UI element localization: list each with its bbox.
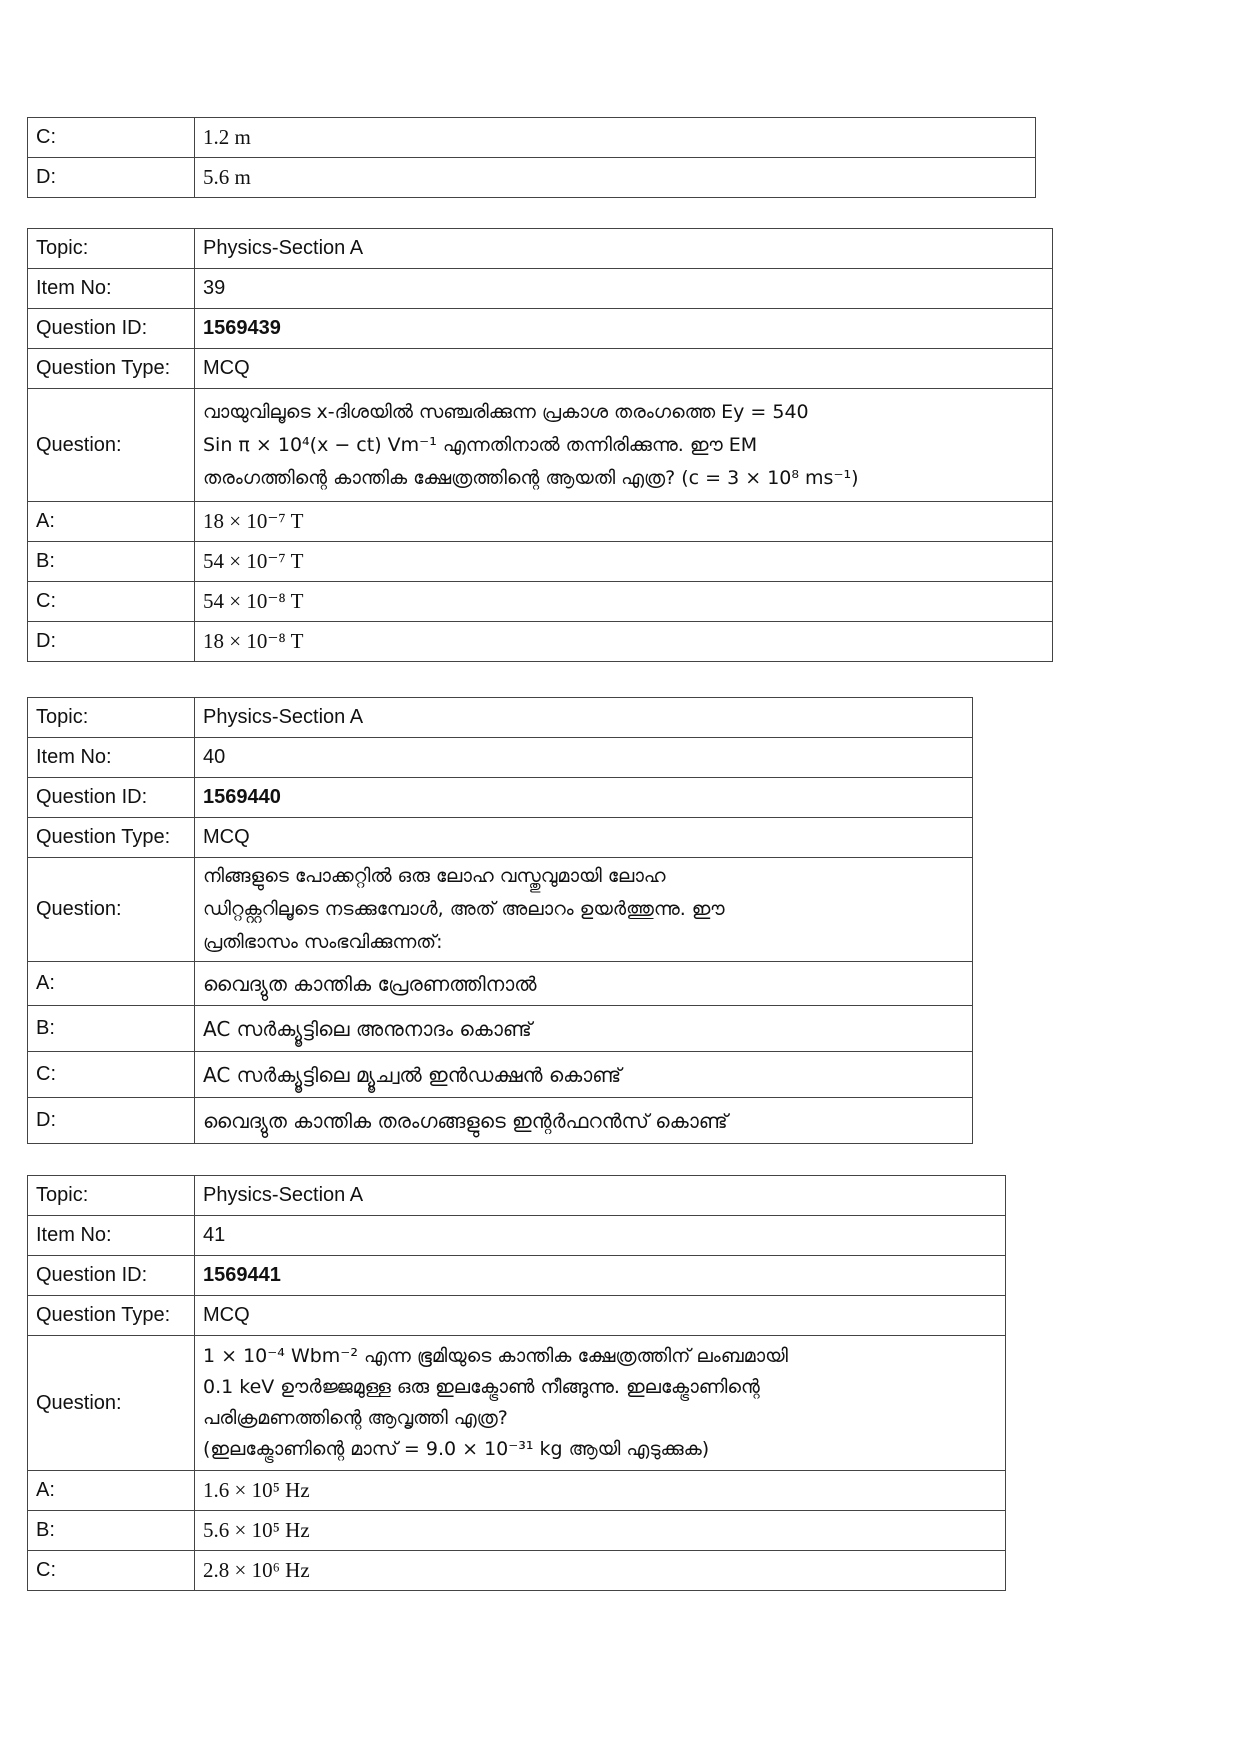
question-id-value: 1569440: [203, 786, 281, 808]
row-label: Question Type:: [28, 1296, 195, 1336]
item-no-value: 39: [195, 269, 1053, 309]
question-id-value: 1569441: [203, 1264, 281, 1286]
row-label: Question ID:: [28, 778, 195, 818]
row-label: Question ID:: [28, 309, 195, 349]
item-no-row: [28, 269, 1053, 309]
row-label: D:: [28, 622, 195, 662]
question-line: വായുവിലൂടെ x-ദിശയിൽ സഞ്ചരിക്കുന്ന പ്രകാശ തരംഗത്തെ Ey = 540: [203, 400, 809, 423]
row-label: Topic:: [28, 698, 195, 738]
option-row-c: [28, 582, 1053, 622]
row-label: A:: [28, 962, 195, 1006]
option-c-value: 2.8 × 10⁶ Hz: [195, 1551, 1006, 1591]
option-row-a: [28, 1471, 1006, 1511]
question-line: 1 × 10⁻⁴ Wbm⁻² എന്ന ഭൂമിയുടെ കാന്തിക ക്ഷേത്രത്തിന് ലംബമായി: [203, 1345, 788, 1367]
row-label: Question Type:: [28, 818, 195, 858]
row-label: B:: [28, 1511, 195, 1551]
row-label: A:: [28, 1471, 195, 1511]
option-a-value: വൈദ്യുത കാന്തിക പ്രേരണത്തിനാൽ: [195, 962, 973, 1006]
option-row-d: [28, 158, 1036, 198]
question-id-row: [28, 309, 1053, 349]
item-no-row: [28, 1216, 1006, 1256]
option-b-value: 54 × 10⁻⁷ T: [195, 542, 1053, 582]
row-label: Item No:: [28, 738, 195, 778]
option-row-c: [28, 118, 1036, 158]
question-type-row: [28, 349, 1053, 389]
option-d-value: 18 × 10⁻⁸ T: [195, 622, 1053, 662]
question-id-row: [28, 1256, 1006, 1296]
row-label: Item No:: [28, 1216, 195, 1256]
option-row-b: [28, 1511, 1006, 1551]
row-label: Question:: [28, 858, 195, 962]
option-row-c: [28, 1052, 973, 1098]
option-row-c: [28, 1551, 1006, 1591]
question-text: [195, 1336, 1006, 1471]
option-row-d: [28, 1098, 973, 1144]
row-label: C:: [28, 118, 195, 158]
option-c-value: AC സർക്യൂട്ടിലെ മ്യൂച്വൽ ഇൻഡക്ഷൻ കൊണ്ട്: [195, 1052, 973, 1098]
question-type-row: [28, 1296, 1006, 1336]
row-label: D:: [28, 158, 195, 198]
topic-row: [28, 1176, 1006, 1216]
question-id-row: [28, 778, 973, 818]
question-table-41: [27, 1175, 1006, 1591]
question-text-row: [28, 858, 973, 962]
row-label: Item No:: [28, 269, 195, 309]
question-type-row: [28, 818, 973, 858]
row-label: Question ID:: [28, 1256, 195, 1296]
question-table-40: [27, 697, 973, 1144]
topic-value: Physics-Section A: [195, 1176, 1006, 1216]
row-label: B:: [28, 542, 195, 582]
question-line: Sin π × 10⁴(x − ct) Vm⁻¹ എന്നതിനാൽ തന്നിരിക്കുന്നു. ഈ EM: [203, 433, 758, 456]
row-label: D:: [28, 1098, 195, 1144]
row-label: Topic:: [28, 1176, 195, 1216]
option-d-value: വൈദ്യുത കാന്തിക തരംഗങ്ങളുടെ ഇന്റർഫറൻസ് കൊണ്ട്: [195, 1098, 973, 1144]
option-c-value: 1.2 m: [195, 118, 1036, 158]
question-text: [195, 858, 973, 962]
option-b-value: 5.6 × 10⁵ Hz: [195, 1511, 1006, 1551]
question-line: പ്രതിഭാസം സംഭവിക്കുന്നത്:: [203, 931, 443, 953]
option-row-b: [28, 542, 1053, 582]
item-no-value: 40: [195, 738, 973, 778]
question-line: (ഇലക്ട്രോണിന്റെ മാസ് = 9.0 × 10⁻³¹ kg ആയി എടുക്കുക): [203, 1438, 710, 1460]
row-label: C:: [28, 1551, 195, 1591]
question-line: തരംഗത്തിന്റെ കാന്തിക ക്ഷേത്രത്തിന്റെ ആയതി എത്ര? (c = 3 × 10⁸ ms⁻¹): [203, 466, 859, 489]
topic-value: Physics-Section A: [195, 698, 973, 738]
option-b-value: AC സർക്യൂട്ടിലെ അനുനാദം കൊണ്ട്: [195, 1006, 973, 1052]
row-label: C:: [28, 582, 195, 622]
row-label: C:: [28, 1052, 195, 1098]
option-row-a: [28, 962, 973, 1006]
row-label: Question Type:: [28, 349, 195, 389]
row-label: Question:: [28, 1336, 195, 1471]
question-id-value: 1569439: [203, 317, 281, 339]
question-type-value: MCQ: [195, 349, 1053, 389]
row-label: Topic:: [28, 229, 195, 269]
question-table-39: [27, 228, 1053, 662]
row-label: B:: [28, 1006, 195, 1052]
question-line: പരിക്രമണത്തിന്റെ ആവൃത്തി എത്ര?: [203, 1407, 508, 1429]
question-line: 0.1 keV ഊർജ്ജമുള്ള ഒരു ഇലക്ട്രോൺ നീങ്ങുന്നു. ഇലക്ട്രോണിന്റെ: [203, 1376, 760, 1398]
row-label: A:: [28, 502, 195, 542]
question-table-continued: [27, 117, 1036, 198]
option-row-a: [28, 502, 1053, 542]
option-row-b: [28, 1006, 973, 1052]
question-line: ഡിറ്റക്റ്ററിലൂടെ നടക്കുമ്പോൾ, അത് അലാറം ഉയർത്തുന്നു. ഈ: [203, 898, 725, 920]
option-a-value: 18 × 10⁻⁷ T: [195, 502, 1053, 542]
row-label: Question:: [28, 389, 195, 502]
option-d-value: 5.6 m: [195, 158, 1036, 198]
item-no-row: [28, 738, 973, 778]
option-c-value: 54 × 10⁻⁸ T: [195, 582, 1053, 622]
question-text-row: [28, 1336, 1006, 1471]
topic-row: [28, 698, 973, 738]
item-no-value: 41: [195, 1216, 1006, 1256]
question-text-row: [28, 389, 1053, 502]
question-type-value: MCQ: [195, 818, 973, 858]
question-type-value: MCQ: [195, 1296, 1006, 1336]
option-a-value: 1.6 × 10⁵ Hz: [195, 1471, 1006, 1511]
question-line: നിങ്ങളുടെ പോക്കറ്റിൽ ഒരു ലോഹ വസ്തുവുമായി ലോഹ: [203, 865, 666, 887]
topic-row: [28, 229, 1053, 269]
question-text: [195, 389, 1053, 502]
option-row-d: [28, 622, 1053, 662]
topic-value: Physics-Section A: [195, 229, 1053, 269]
